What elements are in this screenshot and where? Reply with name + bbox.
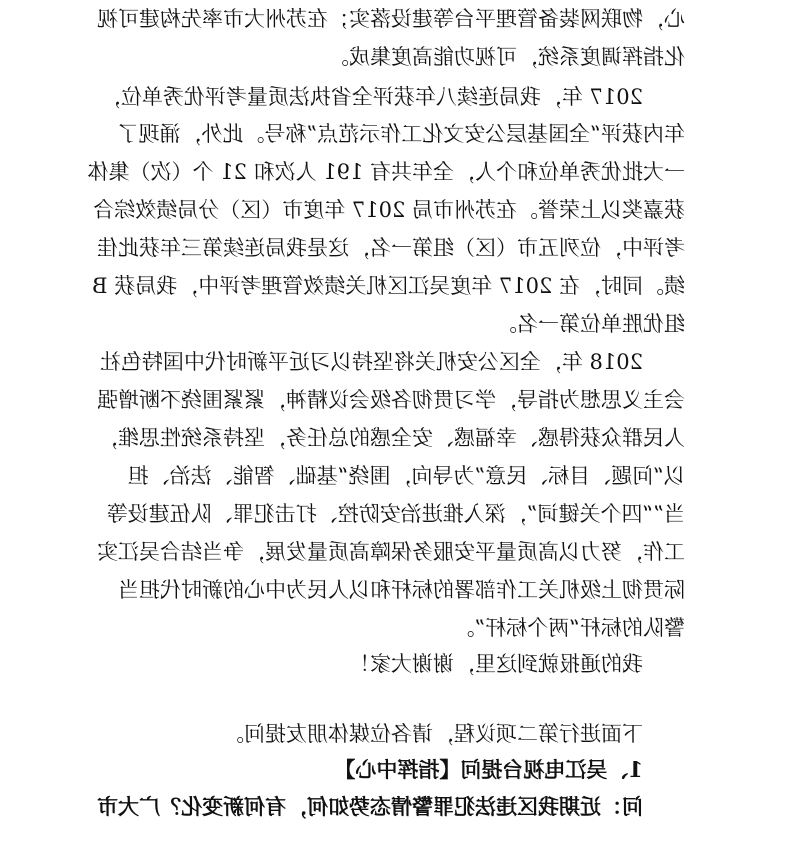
closing-line: 我的通报就到这里，谢谢大家！ [349, 652, 643, 676]
text-line: 心，物联网装备管理平台等建设落实；在苏州大市率先构建可视 [97, 7, 685, 31]
question-heading: 1、吴江电视台提问【指挥中心】 [334, 757, 643, 782]
text-line: 2018 年，全区公安机关将坚持以习近平新时代中国特色社 [99, 350, 643, 374]
agenda-line: 下面进行第二项议程，请各位媒体朋友提问。 [223, 722, 643, 746]
text-line: 绩。同时，在 2017 年度吴江区机关绩效管理考评中，我局获 B [92, 274, 685, 298]
text-line: 化指挥调度系统，可视功能高度集成。 [328, 45, 685, 69]
text-line: 2017 年，我局连续八年获评全省执法质量考评优秀单位， [99, 85, 643, 109]
text-line: 会主义思想为指导，学习贯彻各级会议精神，紧紧围绕不断增强 [97, 388, 685, 412]
text-line: 际贯彻上级机关工作部署的标杆和以人民为中心的新时代担当 [118, 578, 685, 602]
question-text: 问：近期我区违法犯罪警情态势如何，有何新变化？广大市 [97, 794, 643, 819]
text-line: 工作，努力以高质量平安服务保障高质量发展，争当结合吴江实 [97, 540, 685, 564]
text-line: 考评中，位列五市（区）组第一名，这是我局连续第三年获此佳 [97, 236, 685, 260]
text-line: 一大批优秀单位和个人，全年共有 191 人次和 21 个（次）集体 [87, 160, 685, 184]
text-line: 组优胜单位第一名。 [496, 312, 685, 336]
text-line: 人民群众获得感、幸福感、安全感的总任务，坚持系统性思维， [97, 426, 685, 450]
text-line: 获嘉奖以上荣誉。在苏州市局 2017 年度市（区）分局绩效综合 [93, 198, 685, 222]
text-line: 年内获评“全国基层公安文化工作示范点”称号。此外，涌现了 [117, 122, 685, 146]
text-line: 警队的标杆“两个标杆”。 [453, 616, 685, 640]
text-line: 当”“四个关键词”，深入推进治安防控、打击犯罪、队伍建设等 [106, 502, 685, 526]
text-line: 以“问题、目标、民意”为导向，围绕“基础、智能、法治、担 [127, 464, 685, 488]
